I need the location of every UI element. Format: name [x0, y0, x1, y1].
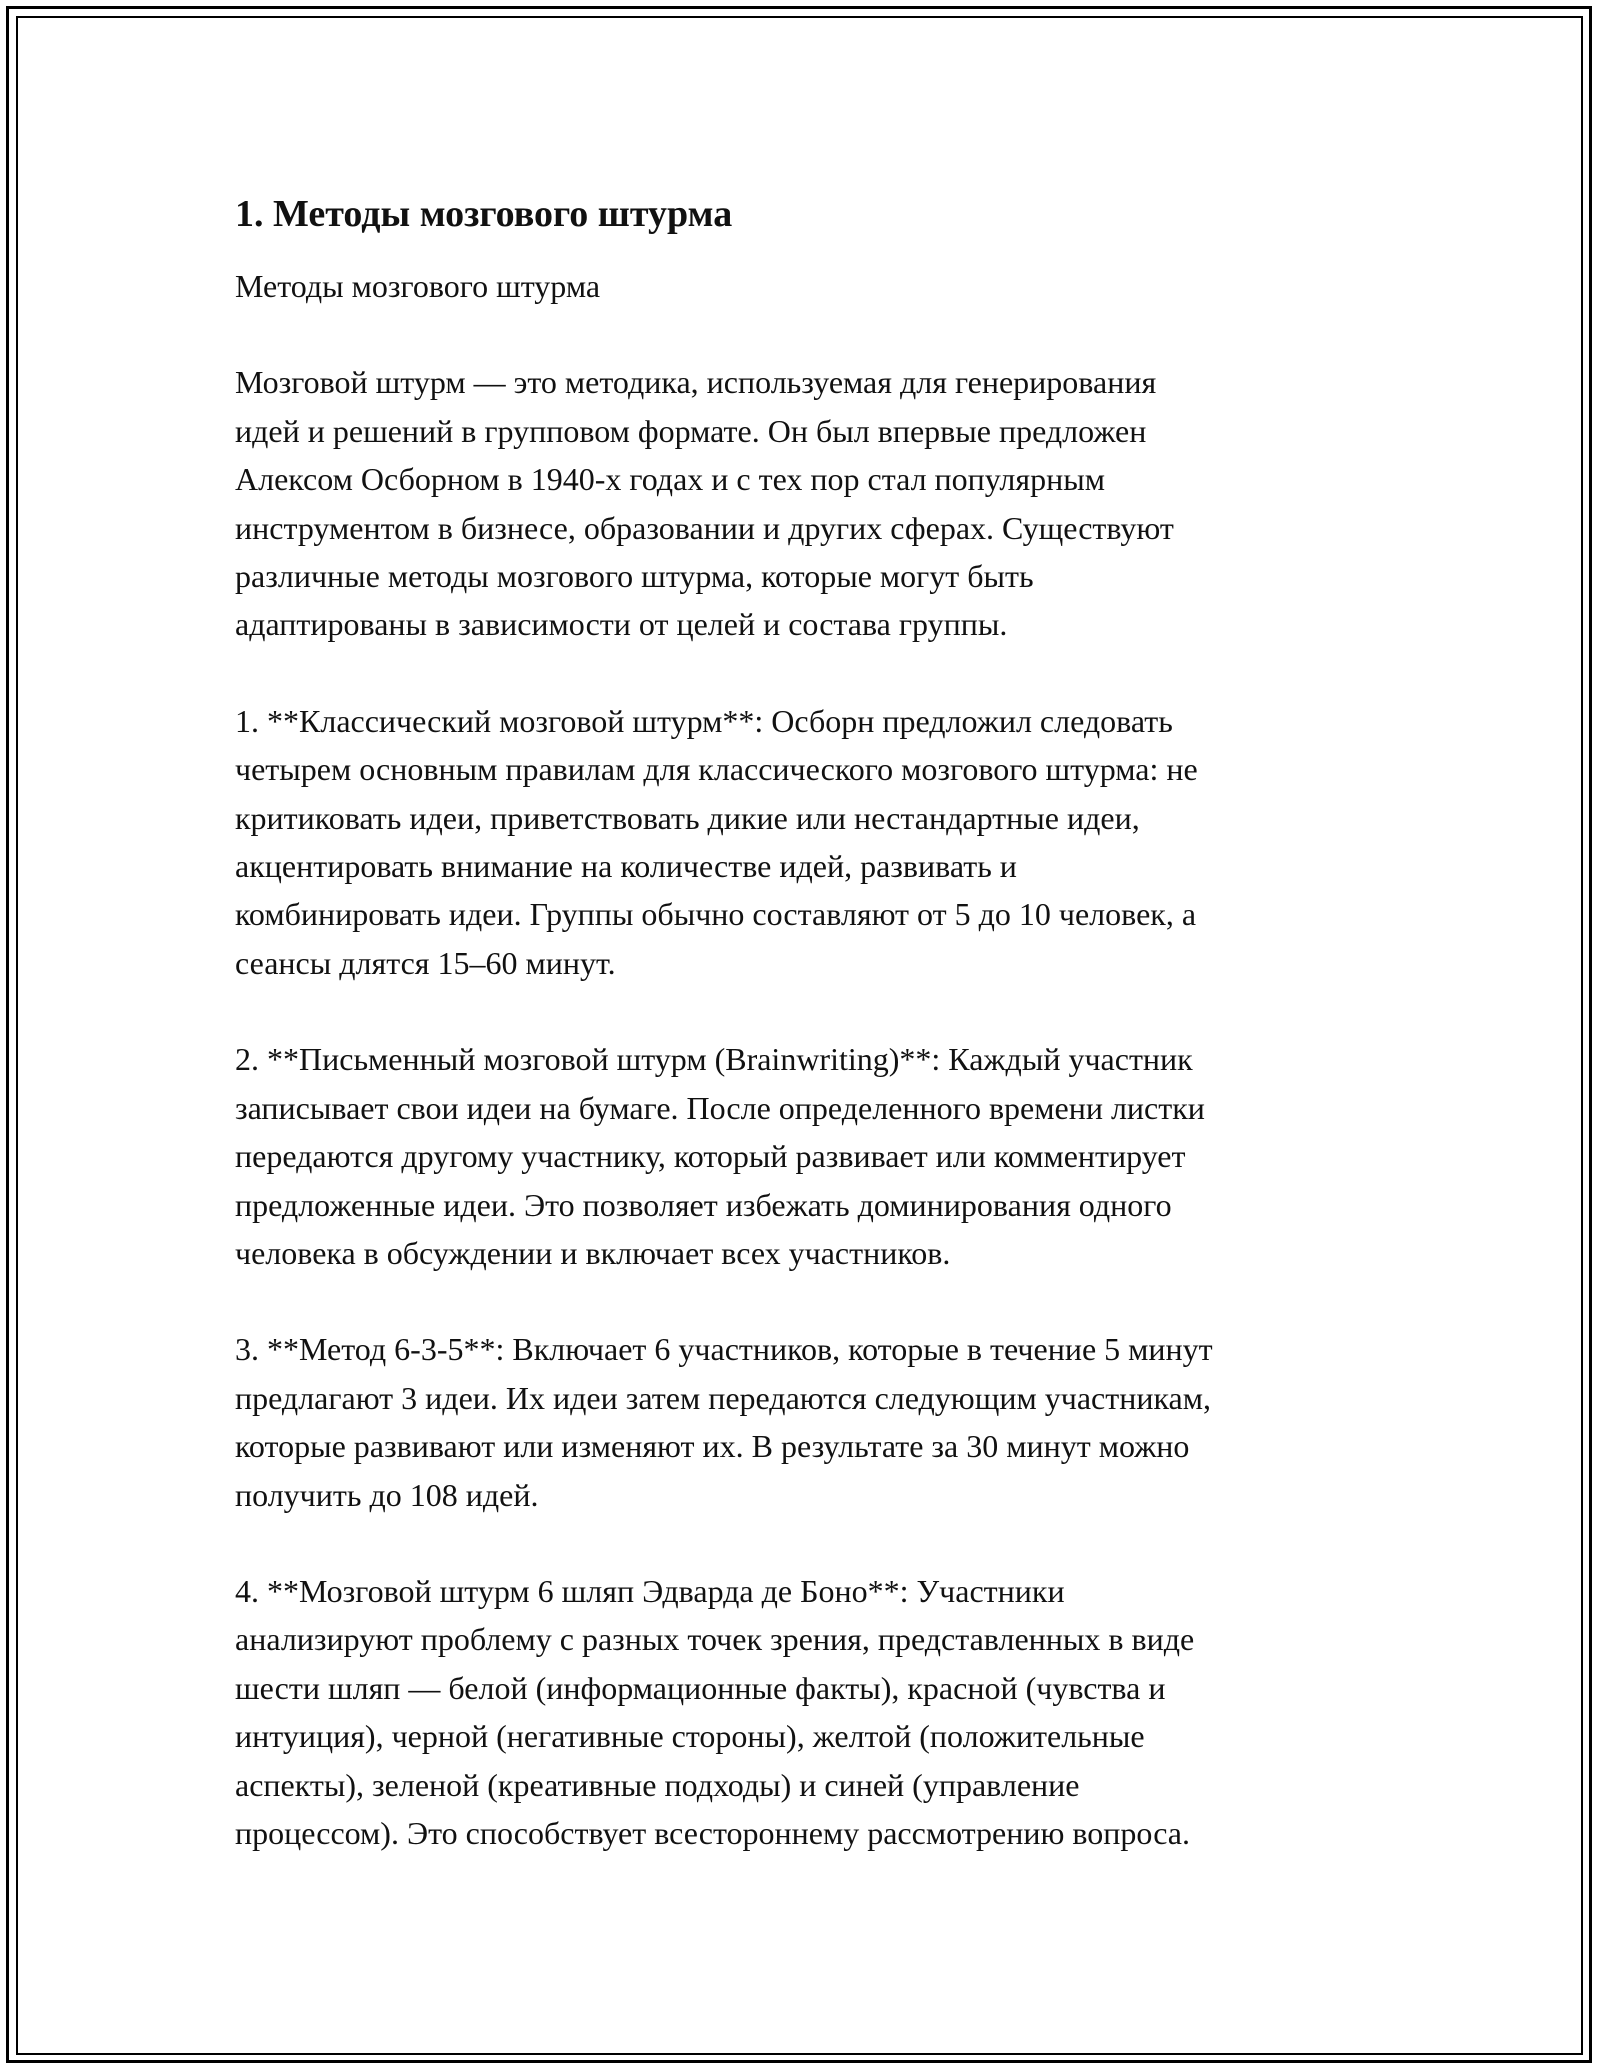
text-line: передаются другому участнику, который развивает или комментирует	[235, 1138, 1186, 1175]
paragraph-method-1	[235, 697, 1395, 987]
text-line: комбинировать идеи. Группы обычно составляют от 5 до 10 человек, а	[235, 896, 1197, 933]
text-line: человека в обсуждении и включает всех участников.	[235, 1234, 951, 1271]
text-line: которые развивают или изменяют их. В результате за 30 минут можно	[235, 1428, 1190, 1465]
text-line: 4. **Мозговой штурм 6 шляп Эдварда де Боно**: Участники	[235, 1572, 1065, 1609]
text-line: Алексом Осборном в 1940-х годах и с тех пор стал популярным	[235, 461, 1105, 498]
text-line: предложенные идеи. Это позволяет избежать доминирования одного	[235, 1186, 1172, 1223]
text-line: инструментом в бизнесе, образовании и других сферах. Существуют	[235, 509, 1174, 546]
text-line: адаптированы в зависимости от целей и состава группы.	[235, 606, 1008, 643]
text-line: идей и решений в групповом формате. Он был впервые предложен	[235, 412, 1147, 449]
text-line: получить до 108 идей.	[235, 1476, 539, 1513]
text-line: аспекты), зеленой (креативные подходы) и синей (управление	[235, 1766, 1080, 1803]
text-line: процессом). Это способствует всестороннему рассмотрению вопроса.	[235, 1814, 1190, 1851]
document-heading: 1. Методы мозгового штурма	[235, 193, 733, 235]
text-line: интуиция), черной (негативные стороны), желтой (положительные	[235, 1718, 1145, 1755]
text-line: сеансы длятся 15–60 минут.	[235, 944, 616, 981]
text-line: Мозговой штурм — это методика, используемая для генерирования	[235, 364, 1157, 401]
text-line: 2. **Письменный мозговой штурм (Brainwriting)**: Каждый участник	[235, 1041, 1193, 1078]
text-line: 3. **Метод 6-3-5**: Включает 6 участников, которые в течение 5 минут	[235, 1331, 1213, 1368]
text-line: критиковать идеи, приветствовать дикие или нестандартные идеи,	[235, 799, 1140, 836]
text-line: записывает свои идеи на бумаге. После определенного времени листки	[235, 1089, 1205, 1126]
text-line: акцентировать внимание на количестве идей, развивать и	[235, 848, 1017, 885]
text-line: анализируют проблему с разных точек зрения, представленных в виде	[235, 1621, 1195, 1658]
text-line: шести шляп — белой (информационные факты), красной (чувства и	[235, 1669, 1166, 1706]
document-subtitle: Методы мозгового штурма	[235, 268, 601, 304]
text-line: 1. **Классический мозговой штурм**: Осборн предложил следовать	[235, 702, 1173, 739]
paragraph-method-3	[235, 1325, 1395, 1519]
text-line: различные методы мозгового штурма, которые могут быть	[235, 558, 1034, 595]
paragraph-method-2	[235, 1035, 1395, 1277]
paragraph-method-4	[235, 1567, 1395, 1857]
text-line: предлагают 3 идеи. Их идеи затем передаются следующим участникам,	[235, 1379, 1211, 1416]
document-body	[235, 186, 1395, 1905]
text-line: четырем основным правилам для классического мозгового штурма: не	[235, 751, 1198, 788]
paragraph-intro	[235, 358, 1395, 648]
